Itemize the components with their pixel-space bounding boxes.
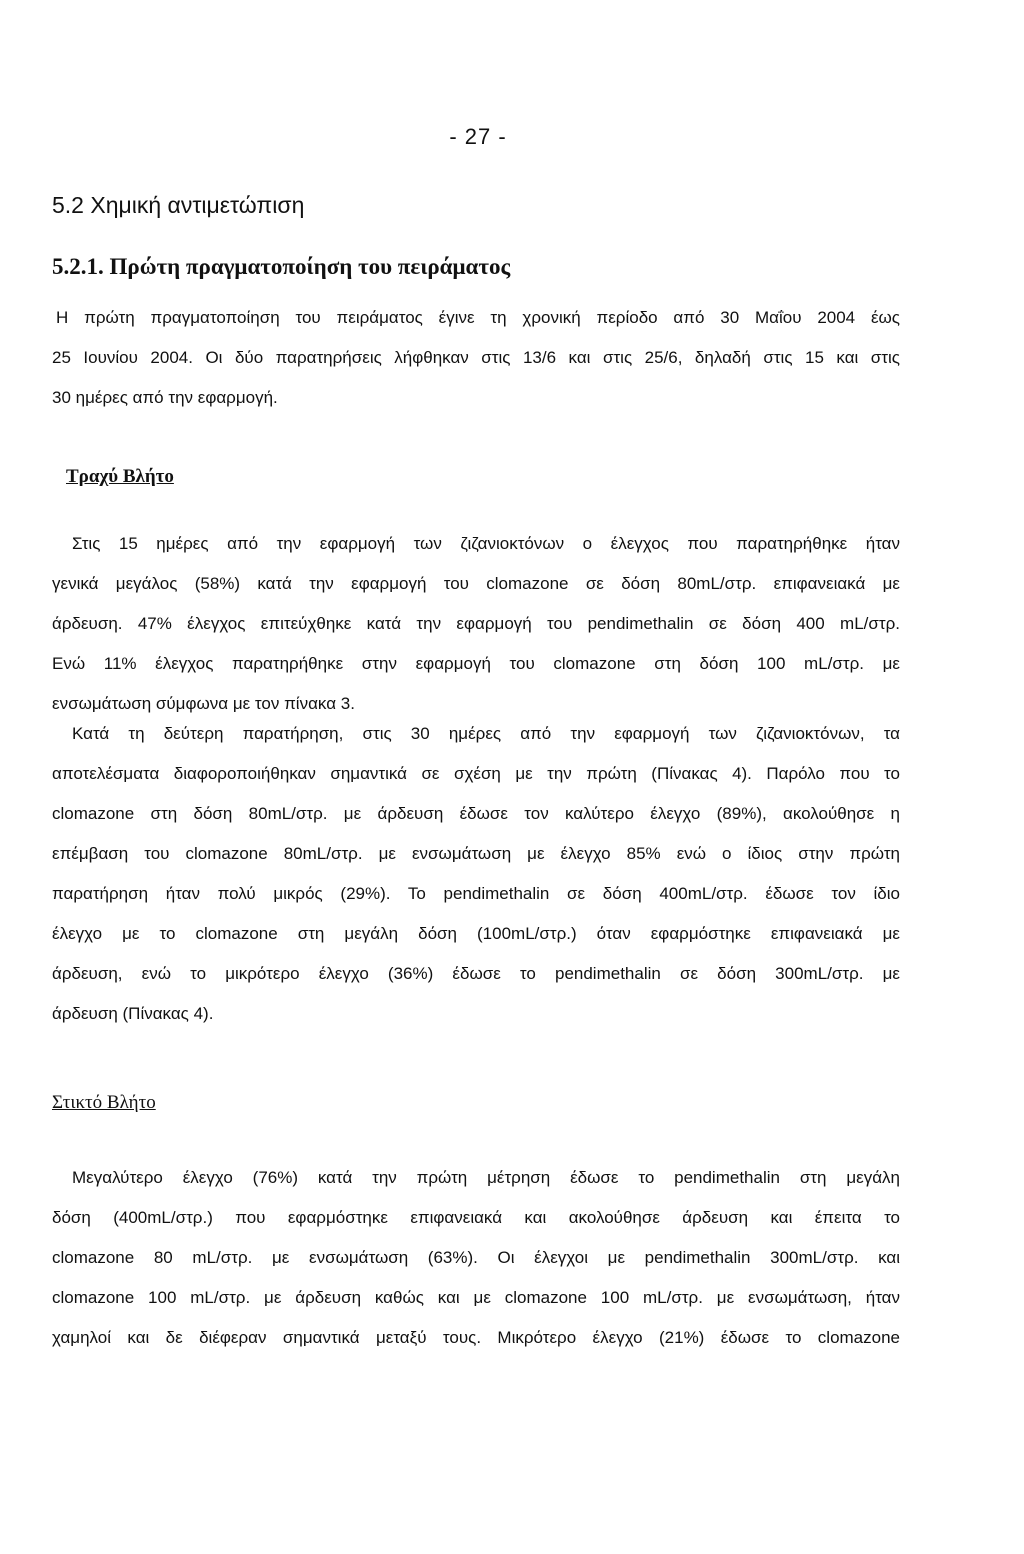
- text-line: ενσωμάτωση σύμφωνα με τον πίνακα 3.: [52, 694, 355, 713]
- text-line: clomazone στη δόση 80mL/στρ. με άρδευση έδωσε τον καλύτερο έλεγχο (89%), ακολούθησε η: [52, 804, 900, 823]
- text-line: Στις 15 ημέρες από την εφαρμογή των ζιζανιοκτόνων ο έλεγχος που παρατηρήθηκε ήταν: [72, 534, 900, 553]
- text-line: χαμηλοί και δε διέφεραν σημαντικά μεταξύ τους. Μικρότερο έλεγχο (21%) έδωσε το clomazone: [52, 1328, 900, 1347]
- heading-rough-pigweed: Τραχύ Βλήτο: [66, 466, 174, 487]
- rough-paragraph-1: [52, 524, 900, 724]
- text-line: Η πρώτη πραγματοποίηση του πειράματος έγινε τη χρονική περίοδο από 30 Μαΐου 2004 έως: [56, 308, 900, 327]
- text-line: άρδευση, ενώ το μικρότερο έλεγχο (36%) έδωσε το pendimethalin σε δόση 300mL/στρ. με: [52, 964, 900, 983]
- text-line: clomazone 80 mL/στρ. με ενσωμάτωση (63%). Οι έλεγχοι με pendimethalin 300mL/στρ. και: [52, 1248, 900, 1267]
- sticky-paragraph-1: [52, 1158, 900, 1358]
- intro-paragraph: [52, 298, 900, 418]
- page-number: - 27 -: [449, 124, 507, 149]
- subsection-title: 5.2.1. Πρώτη πραγματοποίηση του πειράματος: [52, 254, 511, 279]
- text-line: επέμβαση του clomazone 80mL/στρ. με ενσωμάτωση με έλεγχο 85% ενώ ο ίδιος στην πρώτη: [52, 844, 900, 863]
- text-line: 30 ημέρες από την εφαρμογή.: [52, 388, 278, 407]
- section-title: 5.2 Χημική αντιμετώπιση: [52, 192, 305, 218]
- text-line: clomazone 100 mL/στρ. με άρδευση καθώς και με clomazone 100 mL/στρ. με ενσωμάτωση, ήταν: [52, 1288, 900, 1307]
- text-line: αποτελέσματα διαφοροποιήθηκαν σημαντικά σε σχέση με την πρώτη (Πίνακας 4). Παρόλο που το: [52, 764, 900, 783]
- text-line: παρατήρηση ήταν πολύ μικρός (29%). Το pendimethalin σε δόση 400mL/στρ. έδωσε τον ίδιο: [52, 884, 900, 903]
- rough-paragraph-2: [52, 714, 900, 1034]
- text-line: Μεγαλύτερο έλεγχο (76%) κατά την πρώτη μέτρηση έδωσε το pendimethalin στη μεγάλη: [72, 1168, 900, 1187]
- text-line: δόση (400mL/στρ.) που εφαρμόστηκε επιφανειακά και ακολούθησε άρδευση και έπειτα το: [52, 1208, 900, 1227]
- text-line: Κατά τη δεύτερη παρατήρηση, στις 30 ημέρες από την εφαρμογή των ζιζανιοκτόνων, τα: [72, 724, 900, 743]
- text-line: 25 Ιουνίου 2004. Οι δύο παρατηρήσεις λήφθηκαν στις 13/6 και στις 25/6, δηλαδή στις 15 και στις: [52, 348, 900, 367]
- heading-sticky-pigweed: Στικτό Βλήτο: [52, 1092, 156, 1113]
- text-line: έλεγχο με το clomazone στη μεγάλη δόση (100mL/στρ.) όταν εφαρμόστηκε επιφανειακά με: [52, 924, 900, 943]
- text-line: άρδευση (Πίνακας 4).: [52, 1004, 214, 1023]
- text-line: γενικά μεγάλος (58%) κατά την εφαρμογή του clomazone σε δόση 80mL/στρ. επιφανειακά με: [52, 574, 900, 593]
- text-line: Ενώ 11% έλεγχος παρατηρήθηκε στην εφαρμογή του clomazone στη δόση 100 mL/στρ. με: [52, 654, 900, 673]
- text-line: άρδευση. 47% έλεγχος επιτεύχθηκε κατά την εφαρμογή του pendimethalin σε δόση 400 mL/στρ.: [52, 614, 900, 633]
